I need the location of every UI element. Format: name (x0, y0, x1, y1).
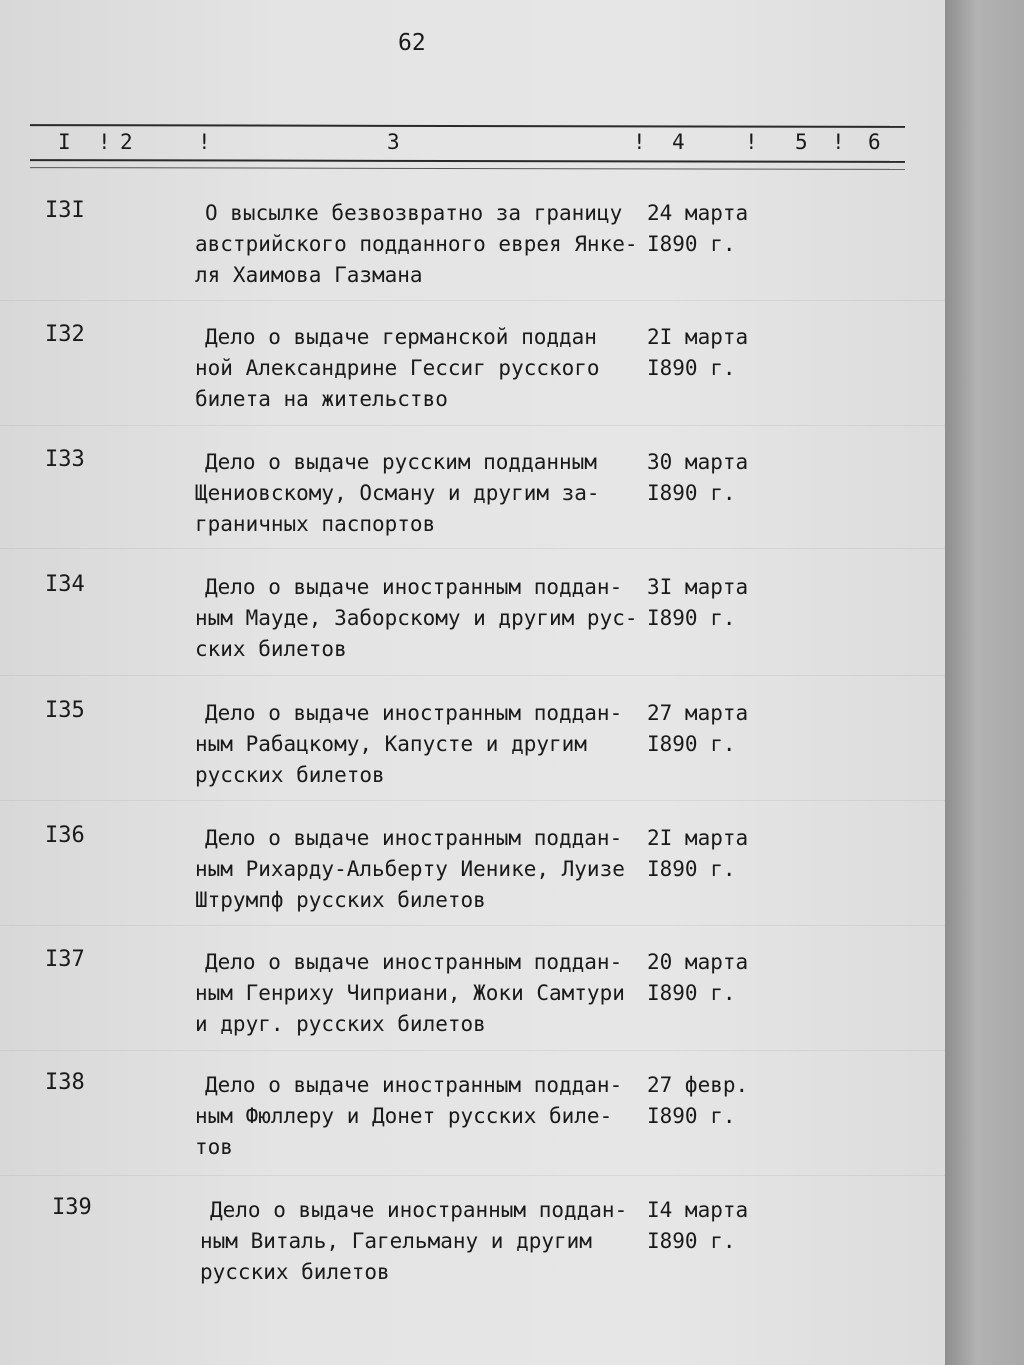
entry-date-line: I890 г. (647, 481, 736, 505)
entry-date-line: 2I марта (647, 826, 749, 850)
table-rule-bottom-thin (30, 167, 905, 170)
entry-date-line: I890 г. (647, 606, 736, 630)
entry-number: I37 (45, 947, 85, 972)
column-separator: ! (633, 130, 646, 154)
column-header-4: 4 (672, 130, 685, 154)
column-separator: ! (198, 130, 211, 154)
entry-description-line: Дело о выдаче иностранным поддан- (205, 575, 623, 599)
entry-date-line: I890 г. (647, 356, 736, 380)
entry-description-line: русских билетов (195, 763, 385, 787)
entry-description-line: ным Рихарду-Альберту Иенике, Луизе (195, 857, 625, 881)
paper-ruling (0, 548, 945, 549)
entry-description-line: Дело о выдаче иностранным поддан- (205, 701, 623, 725)
entry-number: I35 (45, 698, 85, 723)
entry-description-line: граничных паспортов (195, 512, 436, 536)
entry-number: I33 (45, 447, 85, 472)
paper-ruling (0, 425, 945, 426)
entry-date (647, 198, 748, 260)
entry-date-line: I890 г. (647, 857, 736, 881)
column-separator: ! (745, 130, 758, 154)
entry-description-line: Щениовскому, Осману и другим за- (195, 481, 600, 505)
entry-date-line: I890 г. (647, 232, 736, 256)
entry-date (647, 1070, 748, 1132)
entry-description-line: ным Виталь, Гагельману и другим (200, 1229, 592, 1253)
entry-description (195, 823, 665, 916)
entry-date-line: 27 февр. (647, 1073, 749, 1097)
entry-description-line: О высылке безвозвратно за границу (205, 201, 623, 225)
entry-description (195, 698, 665, 791)
entry-date (647, 947, 748, 1009)
entry-date (647, 572, 748, 634)
entry-description (195, 198, 665, 291)
entry-description-line: и друг. русских билетов (195, 1012, 486, 1036)
entry-description-line: австрийского подданного еврея Янке- (195, 232, 638, 256)
entry-description (195, 1070, 665, 1163)
entry-description-line: Дело о выдаче иностранным поддан- (205, 1073, 623, 1097)
entry-description-line: ным Мауде, Заборскому и другим рус- (195, 606, 638, 630)
entry-description-line: ских билетов (195, 637, 347, 661)
entry-description-line: Дело о выдаче иностранным поддан- (210, 1198, 628, 1222)
entry-date-line: 3I марта (647, 575, 749, 599)
entry-date (647, 698, 748, 760)
entry-description-line: Дело о выдаче иностранным поддан- (205, 826, 623, 850)
table-rule-bottom (30, 159, 905, 163)
column-separator: ! (832, 130, 845, 154)
entry-number: I32 (45, 322, 85, 347)
entry-description (200, 1195, 670, 1288)
entry-description (195, 947, 665, 1040)
entry-description-line: тов (195, 1135, 233, 1159)
entry-date (647, 447, 748, 509)
entry-description (195, 572, 665, 665)
entry-date-line: I890 г. (647, 1229, 736, 1253)
entry-description-line: ля Хаимова Газмана (195, 263, 423, 287)
entry-date-line: I890 г. (647, 981, 736, 1005)
entry-description-line: Дело о выдаче германской поддан (205, 325, 597, 349)
entry-date (647, 322, 748, 384)
entry-number: I38 (45, 1070, 85, 1095)
paper-ruling (0, 800, 945, 801)
paper-ruling (0, 300, 945, 301)
entry-description-line: Дело о выдаче иностранным поддан- (205, 950, 623, 974)
page-edge-shadow (945, 0, 1024, 1365)
entry-date-line: I890 г. (647, 1104, 736, 1128)
entry-date-line: 20 марта (647, 950, 749, 974)
column-separator: ! (98, 130, 111, 154)
column-header-1: I (58, 130, 71, 154)
entry-date (647, 1195, 748, 1257)
entry-description (195, 447, 665, 540)
column-header-6: 6 (868, 130, 881, 154)
entry-number: I36 (45, 823, 85, 848)
paper-ruling (0, 675, 945, 676)
entry-date-line: 2I марта (647, 325, 749, 349)
column-header-5: 5 (795, 130, 808, 154)
entry-description-line: Штрумпф русских билетов (195, 888, 486, 912)
entry-description-line: русских билетов (200, 1260, 390, 1284)
entry-date-line: I4 марта (647, 1198, 749, 1222)
entry-description-line: ной Александрине Гессиг русского (195, 356, 600, 380)
entry-date-line: 30 марта (647, 450, 749, 474)
table-rule-top (30, 124, 905, 128)
entry-number: I39 (52, 1195, 92, 1220)
paper-ruling (0, 1050, 945, 1051)
entry-description-line: Дело о выдаче русским подданным (205, 450, 597, 474)
entry-date-line: I890 г. (647, 732, 736, 756)
entry-number: I3I (45, 198, 85, 223)
entry-description-line: ным Рабацкому, Капусте и другим (195, 732, 587, 756)
paper-ruling (0, 925, 945, 926)
table-header (0, 130, 945, 162)
entry-description-line: ным Фюллеру и Донет русских биле- (195, 1104, 613, 1128)
entry-description-line: билета на жительство (195, 387, 448, 411)
column-header-2: 2 (120, 130, 133, 154)
paper-ruling (0, 1175, 945, 1176)
page-number: 62 (398, 30, 426, 56)
entry-description (195, 322, 665, 415)
entry-description-line: ным Генриху Чиприани, Жоки Самтури (195, 981, 625, 1005)
entry-date-line: 27 марта (647, 701, 749, 725)
entry-date (647, 823, 748, 885)
column-header-3: 3 (387, 130, 400, 154)
entry-number: I34 (45, 572, 85, 597)
entry-date-line: 24 марта (647, 201, 749, 225)
